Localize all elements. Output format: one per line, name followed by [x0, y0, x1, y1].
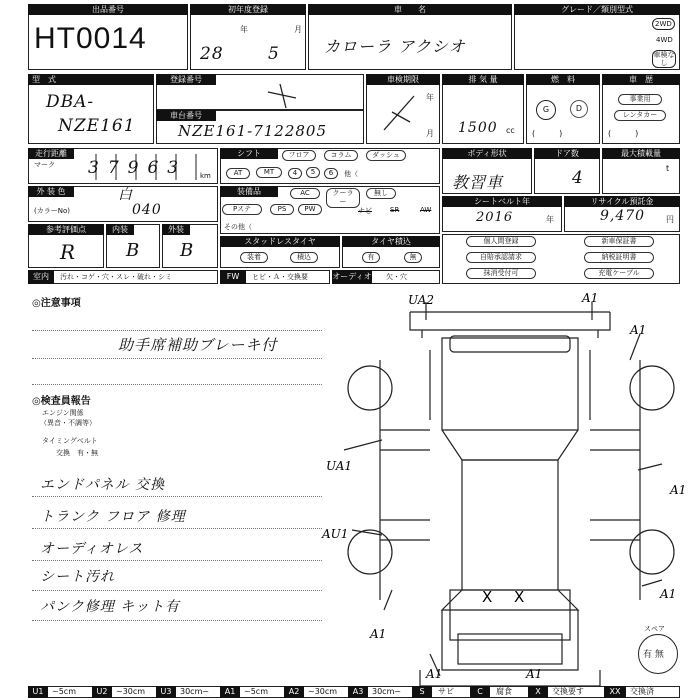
legend-val-a2: ~30cm: [308, 687, 338, 696]
exterior-header: 外装: [162, 224, 190, 235]
inspector-item-3: オーディオレス: [40, 541, 144, 557]
audio-header: オーディオ: [332, 270, 372, 284]
mark-a1-left-low: A1: [370, 627, 387, 641]
legend-key-x: X: [528, 686, 548, 698]
reg-no-header: 登録番号: [156, 74, 216, 85]
mileage-mark: マーク: [34, 161, 55, 169]
capacity-unit: t: [666, 164, 670, 173]
history-opt-business: 事業用: [618, 94, 662, 105]
equip-psteer: Pステ: [222, 204, 262, 215]
legend-val-s: サビ: [438, 687, 454, 696]
spare-opts: 有 無: [643, 650, 664, 660]
mark-ua2: UA2: [408, 293, 435, 307]
grade-no-shaken: 車検なし: [653, 51, 675, 67]
inspection-month-unit: 月: [426, 129, 434, 138]
history-header: 車 歴: [602, 74, 680, 85]
equip-other: その他（: [224, 223, 252, 231]
seatbelt-unit: 年: [546, 215, 554, 224]
reg-no-cross: [262, 84, 302, 110]
color-code: 040: [132, 202, 162, 218]
spare-label: スペア: [644, 625, 665, 633]
mark-a1-right-top: A1: [630, 323, 647, 337]
mark-x1: X: [482, 588, 493, 606]
interior-value: B: [126, 240, 141, 261]
grade-2wd: 2WD: [652, 18, 675, 30]
shift-4: 4: [288, 168, 302, 179]
tire-load-header: タイヤ積込: [342, 236, 440, 247]
inspector-item-2: トランク フロア 修理: [40, 509, 186, 525]
legend-key-u1: U1: [28, 686, 48, 698]
chassis-value: NZE161-7122805: [178, 122, 327, 140]
inspector-engine-sub: （異音・不調等）: [40, 419, 96, 427]
mark-a1-bottom2: A1: [526, 667, 543, 681]
inspector-timing: タイミングベルト: [42, 437, 98, 445]
inspector-item-1: エンドパネル 交換: [40, 477, 166, 493]
mark-x2: X: [514, 588, 525, 606]
recycle-unit: 円: [666, 215, 674, 224]
lot-number: HT0014: [34, 22, 147, 55]
seatbelt-header: シートベルト年: [442, 196, 562, 207]
inspector-item-5: パンク修理 キット有: [40, 599, 180, 615]
car-diagram: [322, 290, 700, 681]
mark-a1-right-low: A1: [660, 587, 677, 601]
equip-sr: SR: [390, 206, 400, 214]
lot-header: 出品番号: [28, 4, 188, 15]
legend-val-xx: 交換済: [630, 687, 654, 696]
body-header: ボディ形状: [442, 148, 532, 159]
fuel-paren: ( ): [532, 129, 563, 138]
equip-navi: ナビ: [358, 207, 372, 215]
car-name-header: 車 名: [308, 4, 512, 15]
mark-a1-right-mid: A1: [670, 483, 687, 497]
shift-column: コラム: [324, 150, 358, 161]
legend-val-u2: ~30cm: [116, 687, 146, 696]
shift-dash: ダッシュ: [366, 150, 406, 161]
legend-key-xx: XX: [604, 686, 626, 698]
chassis-header: 車台番号: [156, 110, 216, 121]
body-value: 教習車: [452, 173, 504, 192]
mark-a1-top: A1: [582, 291, 599, 305]
shift-floor: フロア: [282, 150, 316, 161]
recycle-value: 9,470: [600, 208, 646, 224]
equip-header: 装備品: [220, 186, 278, 197]
model-header: 型 式: [28, 74, 154, 85]
equip-none: 無し: [366, 188, 396, 199]
inspection-slash: [378, 92, 422, 136]
color-header: 外 装 色: [28, 186, 74, 197]
color-code-label: (カラーNo): [34, 207, 70, 215]
doc-charge-cable: 充電ケーブル: [584, 268, 654, 279]
doc-cancel-ok: 抹消受付可: [466, 268, 536, 279]
first-reg-month: 5: [268, 44, 280, 64]
shift-mt: MT: [256, 167, 282, 178]
legend-key-u2: U2: [92, 686, 112, 698]
doors-value: 4: [572, 168, 584, 188]
legend-val-c: 腐食: [496, 687, 512, 696]
doc-tax-cert: 納税証明書: [584, 252, 654, 263]
fw-header: FW: [220, 270, 246, 284]
legend-key-a2: A2: [284, 686, 304, 698]
history-opt-rental: レンタカー: [614, 110, 666, 121]
tire-load-yes: 有: [362, 252, 380, 263]
recycle-header: リサイクル預託金: [564, 196, 680, 207]
exterior-value: B: [180, 240, 195, 261]
capacity-header: 最大積載量: [602, 148, 680, 159]
inspection-header: 車検期限: [366, 74, 440, 85]
audio-text: 欠・穴: [386, 273, 407, 281]
displacement-value: 1500: [458, 120, 498, 136]
studless-mounted: 装着: [240, 252, 268, 263]
legend-key-s: S: [412, 686, 432, 698]
equip-ps: PS: [270, 204, 294, 215]
legend-val-a1: ~5cm: [244, 687, 268, 696]
ref-value: R: [60, 240, 77, 264]
mileage-value: 37963: [88, 158, 188, 178]
car-name-value: カローラ アクシオ: [324, 37, 466, 56]
grade-4wd: 4WD: [656, 36, 673, 44]
shift-at: AT: [226, 168, 250, 179]
legend-val-a3: 30cm~: [372, 687, 402, 696]
first-reg-year: 28: [200, 44, 224, 64]
inspector-item-4: シート汚れ: [40, 569, 115, 585]
legend-key-a3: A3: [348, 686, 368, 698]
legend-val-u3: 30cm~: [180, 687, 210, 696]
mark-ua1-left: UA1: [326, 459, 353, 473]
interior-cond-header: 室内: [28, 270, 54, 284]
interior-cond-text: 汚れ・コゲ・穴・スレ・破れ・シミ: [60, 273, 172, 281]
grade-header: グレード／類別型式: [514, 4, 680, 15]
first-reg-header: 初年度登録: [190, 4, 306, 15]
mileage-header: 走行距離: [28, 148, 74, 159]
mark-au1: AU1: [322, 527, 349, 541]
mileage-unit: km: [200, 172, 211, 180]
legend-key-u3: U3: [156, 686, 176, 698]
history-paren: ( ): [608, 129, 639, 138]
studless-header: スタッドレスタイヤ: [220, 236, 340, 247]
interior-header: 内装: [106, 224, 134, 235]
doors-header: ドア数: [534, 148, 600, 159]
model-line1: DBA-: [46, 92, 95, 112]
first-reg-month-unit: 月: [294, 25, 302, 34]
fuel-d: D: [570, 100, 588, 118]
notes-text: 助手席補助ブレーキ付: [118, 336, 278, 354]
shift-other: 他（: [344, 170, 358, 178]
legend-key-a1: A1: [220, 686, 240, 698]
shift-6: 6: [324, 168, 338, 179]
ref-header: 参考評価点: [28, 224, 104, 235]
inspector-label: ◎検査員報告: [32, 396, 91, 407]
shift-header: シフト: [220, 148, 278, 159]
notes-label: ◎注意事項: [32, 298, 81, 309]
doc-warranty: 新車保証書: [584, 236, 654, 247]
fuel-g: G: [536, 100, 556, 120]
shift-5: 5: [306, 167, 320, 178]
equip-ac: AC: [290, 188, 320, 199]
displacement-header: 排 気 量: [442, 74, 524, 85]
mark-a1-bottom: A1: [426, 667, 443, 681]
fuel-header: 燃 料: [526, 74, 600, 85]
doc-insurance-claim: 自賠承認請求: [466, 252, 536, 263]
legend-key-c: C: [470, 686, 490, 698]
displacement-unit: cc: [506, 126, 515, 135]
inspector-timing-sub: 交換 有・無: [56, 449, 98, 457]
equip-pw: PW: [298, 204, 322, 215]
model-line2: NZE161: [58, 116, 136, 136]
equip-aw: AW: [420, 206, 432, 214]
inspection-year-unit: 年: [426, 93, 434, 102]
legend-val-x: 交換要す: [552, 687, 584, 696]
equip-cooler: クーラー: [326, 188, 360, 208]
inspector-engine: エンジン関係: [42, 409, 84, 417]
first-reg-year-unit: 年: [240, 25, 248, 34]
legend-val-u1: ~5cm: [52, 687, 76, 696]
color-value: 白: [118, 187, 133, 203]
fw-text: ヒビ・Ａ・交換要: [252, 273, 308, 281]
doc-personal-reg: 個人間登録: [466, 236, 536, 247]
tire-load-no: 無: [404, 252, 422, 263]
studless-loaded: 積込: [290, 252, 318, 263]
seatbelt-year: 2016: [476, 210, 514, 225]
